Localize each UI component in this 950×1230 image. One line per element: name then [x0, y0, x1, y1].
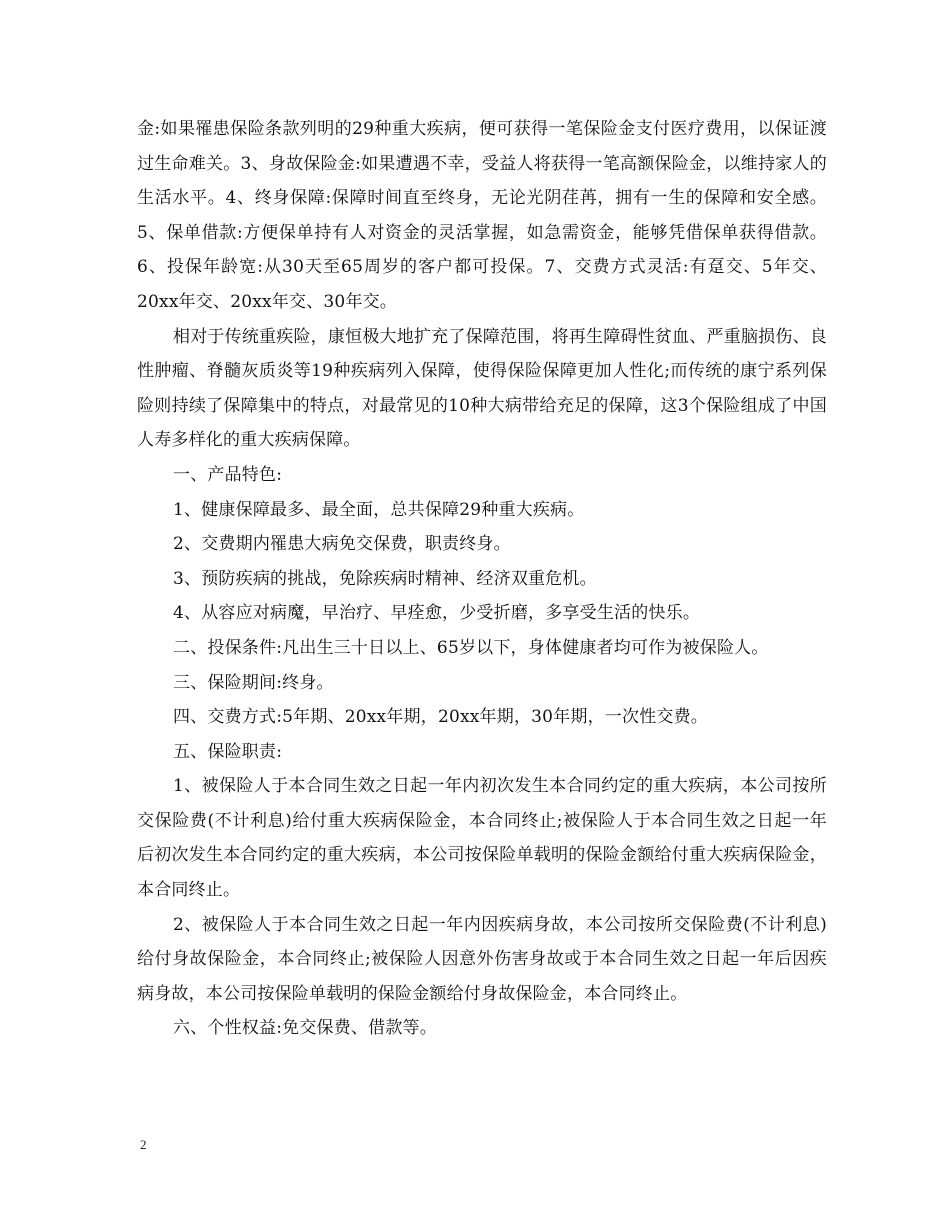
liability-item-1: 1、被保险人于本合同生效之日起一年内初次发生本合同约定的重大疾病，本公司按所交保险费(不计利息)给付重大疾病保险金，本合同终止;被保险人于本合同生效之日起一年后初次发生本合同约定的重大疾病，本公司按保险单载明的保险金额给付重大疾病保险金，本合同终止。 — [137, 776, 827, 901]
page-number: 2 — [140, 1137, 147, 1152]
heading-payment-methods: 四、交费方式:5年期、20xx年期，20xx年期，30年期，一次性交费。 — [173, 707, 708, 728]
heading-product-features: 一、产品特色: — [173, 464, 283, 485]
heading-insurance-liability: 五、保险职责: — [173, 741, 283, 762]
feature-item-3: 3、预防疾病的挑战，免除疾病时精神、经济双重危机。 — [173, 568, 597, 589]
feature-item-2: 2、交费期内罹患大病免交保费，职责终身。 — [173, 534, 511, 555]
heading-eligibility: 二、投保条件:凡出生三十日以上、65岁以下，身体健康者均可作为被保险人。 — [173, 637, 769, 658]
feature-item-4: 4、从容应对病魔，早治疗、早痊愈，少受折磨，多享受生活的快乐。 — [173, 603, 701, 624]
heading-personal-rights: 六、个性权益:免交保费、借款等。 — [173, 1018, 437, 1039]
paragraph-benefits-continued: 金:如果罹患保险条款列明的29种重大疾病，便可获得一笔保险金支付医疗费用，以保证渡过生命难关。3、身故保险金:如果遭遇不幸，受益人将获得一笔高额保险金，以维持家人的生活水平。4、终身保障:保障时间直至终身，无论光阴荏苒，拥有一生的保障和安全感。5、保单借款:方便保单持有人对资金的灵活掌握，如急需资金，能够凭借保单获得借款。6、投保年龄宽:从30天至65周岁的客户都可投保。7、交费方式灵活:有趸交、5年交、20xx年交、20xx年交、30年交。 — [137, 119, 827, 312]
paragraph-comparison: 相对于传统重疾险，康恒极大地扩充了保障范围，将再生障碍性贫血、严重脑损伤、良性肿瘤、脊髓灰质炎等19种疾病列入保障，使得保险保障更加人性化;而传统的康宁系列保险则持续了保障集中的特点，对最常见的10种大病带给充足的保障，这3个保险组成了中国人寿多样化的重大疾病保障。 — [137, 326, 827, 451]
heading-coverage-period: 三、保险期间:终身。 — [173, 672, 334, 693]
liability-item-2: 2、被保险人于本合同生效之日起一年内因疾病身故，本公司按所交保险费(不计利息)给付身故保险金，本合同终止;被保险人因意外伤害身故或于本合同生效之日起一年后因疾病身故，本公司按保险单载明的保险金额给付身故保险金，本合同终止。 — [137, 914, 827, 1004]
document-body — [137, 112, 827, 1046]
feature-item-1: 1、健康保障最多、最全面，总共保障29种重大疾病。 — [173, 499, 585, 520]
